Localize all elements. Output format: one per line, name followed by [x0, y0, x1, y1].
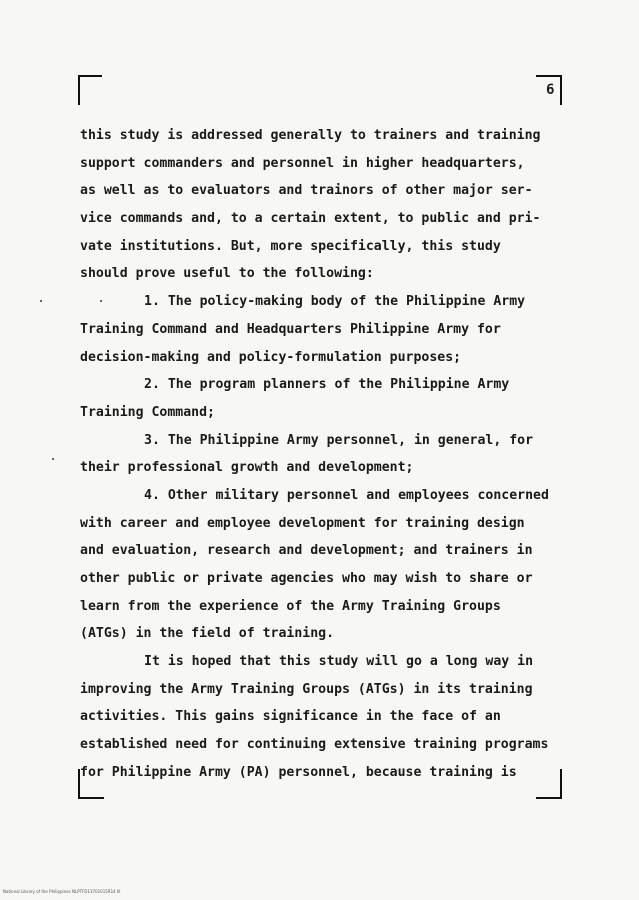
text-line: and evaluation, research and development; and trainers in	[80, 543, 533, 559]
text-line: should prove useful to the following:	[80, 266, 374, 282]
crop-mark-top-left-vertical	[78, 75, 80, 105]
text-line: other public or private agencies who may wish to share or	[80, 571, 533, 586]
list-item-3: 3. The Philippine Army personnel, in general, for	[144, 432, 534, 448]
crop-mark-top-right-vertical	[560, 75, 562, 105]
list-item-4: 4. Other military personnel and employees concerned	[144, 487, 549, 503]
scan-footer: National Library of the Philippines NLPTFD13701015R14 III	[3, 889, 121, 894]
body-text	[80, 122, 580, 787]
scan-speck	[52, 458, 54, 460]
list-item-2: 2. The program planners of the Philippine Army	[144, 377, 510, 393]
text-line: Training Command and Headquarters Philippine Army for	[80, 321, 501, 337]
text-line: established need for continuing extensive training programs	[80, 737, 549, 753]
text-line: learn from the experience of the Army Training Groups	[80, 598, 501, 614]
text-line: their professional growth and development;	[80, 460, 414, 476]
text-line: activities. This gains significance in the face of an	[80, 709, 501, 725]
crop-mark-bottom-right	[536, 797, 562, 799]
page-number: 6	[546, 82, 555, 98]
text-line: decision-making and policy-formulation purposes;	[80, 349, 462, 365]
text-line: for Philippine Army (PA) personnel, because training is	[80, 764, 517, 780]
text-line: as well as to evaluators and trainors of other major ser-	[80, 183, 533, 199]
crop-mark-top-left	[78, 75, 102, 77]
text-line: (ATGs) in the field of training.	[80, 626, 335, 642]
text-line: Training Command;	[80, 404, 215, 420]
scan-speck	[40, 300, 42, 302]
text-line: vate institutions. But, more specifically, this study	[80, 238, 501, 254]
crop-mark-bottom-left	[78, 797, 104, 799]
text-line: improving the Army Training Groups (ATGs) in its training	[80, 681, 533, 697]
list-item-1: 1. The policy-making body of the Philippine Army	[144, 294, 526, 310]
closing-paragraph: It is hoped that this study will go a long way in	[144, 654, 534, 670]
text-line: with career and employee development for training design	[80, 515, 525, 531]
crop-mark-top-right	[536, 75, 562, 77]
text-line: support commanders and personnel in higher headquarters,	[80, 155, 525, 171]
text-line: this study is addressed generally to trainers and training	[80, 128, 541, 143]
text-line: vice commands and, to a certain extent, to public and pri-	[80, 211, 541, 227]
